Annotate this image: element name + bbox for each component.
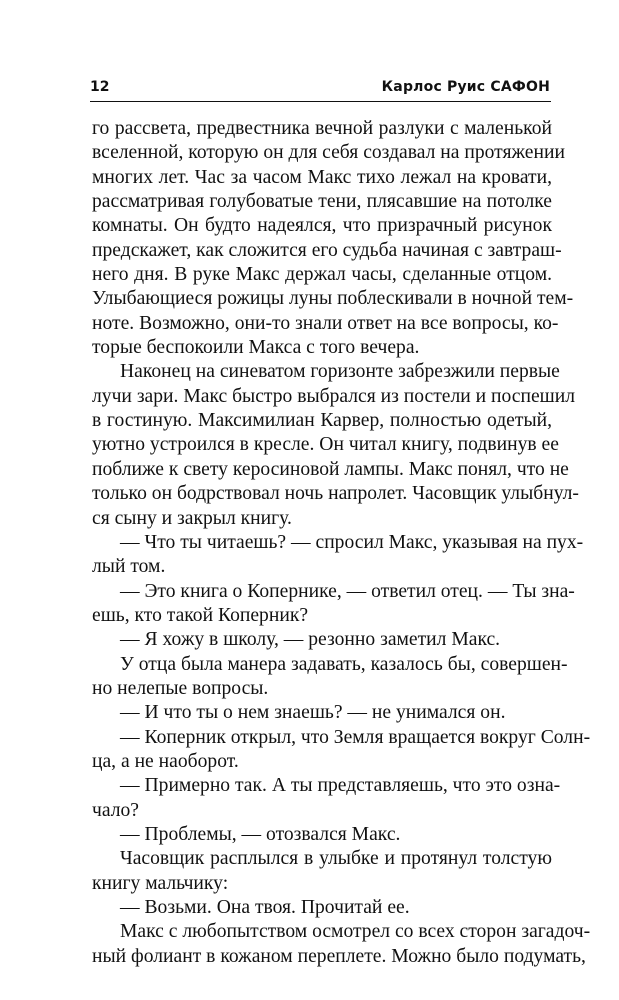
text-line: — Это книга о Копернике, — ответил отец. — Ты зна- [120,580,575,602]
text-line: — Я хожу в школу, — резонно заметил Макс. [120,629,501,651]
text-line: ешь, кто такой Коперник? [92,604,309,626]
text-line: торые беспокоили Макса с того вечера. [92,337,420,359]
text-line: ца, а не наоборот. [92,750,239,772]
text-line: — Возьми. Она твоя. Прочитай ее. [120,897,410,918]
text-line: поближе к свету керосиновой лампы. Макс понял, что не [92,458,569,480]
page-number: 12 [90,79,110,95]
text-line: многих лет. Час за часом Макс тихо лежал на кровати, [92,166,552,188]
text-line: только он бодрствовал ночь напролет. Часовщик улыбнул- [92,483,579,505]
text-line: — Что ты читаешь? — спросил Макс, указывая на пух- [120,531,584,553]
text-line: ноте. Возможно, они-то знали ответ на все вопросы, ко- [92,312,559,334]
body-text [92,117,591,969]
text-line: — Проблемы, — отозвался Макс. [120,823,401,845]
text-line: вселенной, которую он для себя создавал на протяжении [92,142,565,164]
running-title: Карлос Руис САФОН [381,79,550,95]
text-line: го рассвета, предвестника вечной разлуки с маленькой [92,118,552,139]
text-line: чало? [92,799,139,821]
text-line: в гостиную. Максимилиан Карвер, полностью одетый, [92,410,552,432]
text-line: Часовщик расплылся в улыбке и протянул толстую [120,848,552,870]
text-line: — Коперник открыл, что Земля вращается вокруг Солн- [120,726,591,748]
header-rule [90,101,551,102]
text-line: лучи зари. Макс быстро выбрался из постели и поспешил [92,385,576,407]
text-line: — И что ты о нем знаешь? — не унимался он. [120,702,506,724]
text-line: У отца была манера задавать, казалось бы, совершен- [120,653,568,675]
page-header [90,76,550,98]
text-line: Макс с любопытством осмотрел со всех сторон загадоч- [120,921,591,943]
text-line: рассматривая голубоватые тени, плясавшие на потолке [92,191,552,213]
text-line: комнаты. Он будто надеялся, что призрачный рисунок [92,215,552,237]
text-line: лый том. [92,556,166,578]
text-line: книгу мальчику: [92,872,229,894]
text-line: ся сыну и закрыл книгу. [92,507,292,529]
text-line: Наконец на синеватом горизонте забрезжили первые [120,361,560,383]
text-line: Улыбающиеся рожицы луны поблескивали в ночной тем- [92,288,574,310]
text-line: но нелепые вопросы. [92,677,269,699]
text-line: него дня. В руке Макс держал часы, сделанные отцом. [92,264,552,286]
text-line: уютно устроился в кресле. Он читал книгу, подвинув ее [92,434,559,456]
text-line: — Примерно так. А ты представляешь, что это озна- [120,775,561,797]
text-line: ный фолиант в кожаном переплете. Можно было подумать, [92,945,586,967]
text-line: предскажет, как сложится его судьба начиная с завтраш- [92,239,562,261]
